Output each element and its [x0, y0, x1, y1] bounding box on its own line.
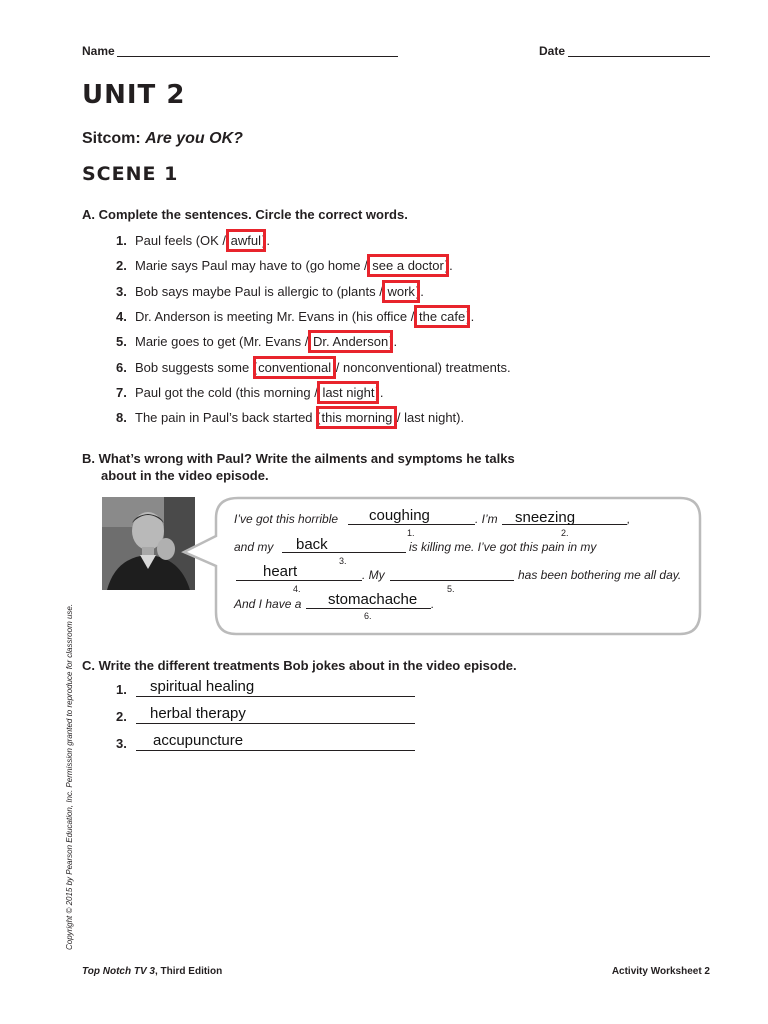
circled-answer[interactable]: last night — [322, 384, 375, 400]
sentence-item — [116, 257, 453, 275]
sentence-text-after: ). — [262, 233, 270, 248]
bubble-text-1: I’ve got this horrible — [234, 512, 339, 526]
blank-number-4: 4. — [293, 584, 301, 594]
treatment-line[interactable] — [136, 750, 415, 751]
sentence-text-after: ). — [444, 258, 453, 274]
footer-book-title: Top Notch TV 3 — [82, 966, 155, 977]
item-number: 5. — [116, 334, 127, 350]
sentence-text-after: ). — [466, 308, 475, 324]
circled-answer[interactable]: work — [387, 283, 415, 299]
sentence-text-before: Dr. Anderson is meeting Mr. Evans in (his office / — [135, 308, 418, 324]
sentence-text-before: The pain in Paul’s back started ( — [135, 410, 321, 426]
treatment-number: 1. — [116, 682, 127, 697]
bubble-text-4: and my — [234, 540, 274, 554]
bubble-text-5: is killing me. I’ve got this pain in my — [409, 540, 597, 554]
sentence-text-after: ). — [415, 283, 424, 299]
blank-6[interactable] — [306, 608, 431, 609]
circled-answer[interactable]: this morning — [321, 410, 393, 426]
sentence-item — [116, 359, 511, 377]
answer-3: back — [296, 536, 328, 553]
circled-answer[interactable]: see a doctor — [372, 258, 444, 274]
sentence-text-after: / nonconventional) treatments. — [332, 359, 511, 375]
item-number: 6. — [116, 359, 127, 375]
sentence-item — [116, 232, 270, 250]
sentence-item — [116, 409, 464, 427]
date-field[interactable] — [568, 56, 710, 57]
item-number: 3. — [116, 283, 127, 299]
treatment-number: 2. — [116, 709, 127, 724]
answer-1: coughing — [369, 507, 430, 524]
footer-left — [82, 966, 222, 977]
blank-number-5: 5. — [447, 584, 455, 594]
sentence-text-before: Bob says maybe Paul is allergic to (plants / — [135, 283, 387, 299]
item-number: 7. — [116, 384, 127, 400]
sentence-text-before: Paul got the cold (this morning / — [135, 384, 322, 400]
sentence-text-after: ). — [389, 334, 398, 350]
sentence-item — [116, 384, 383, 402]
blank-number-1: 1. — [407, 528, 415, 538]
answer-6: stomachache — [328, 591, 418, 608]
sitcom-heading — [82, 130, 243, 148]
sentence-item — [116, 308, 474, 326]
circled-answer[interactable]: awful — [230, 233, 262, 248]
treatment-number: 3. — [116, 736, 127, 751]
sentence-item — [116, 333, 397, 351]
item-number: 4. — [116, 308, 127, 324]
circled-answer[interactable]: Dr. Anderson — [313, 334, 389, 350]
treatment-answer: spiritual healing — [150, 678, 255, 695]
section-a-heading: A. Complete the sentences. Circle the correct words. — [82, 207, 408, 222]
treatment-line[interactable] — [136, 723, 415, 724]
treatment-answer: herbal therapy — [150, 705, 246, 722]
date-label: Date — [539, 44, 566, 58]
section-b-heading-line1: B. What’s wrong with Paul? Write the ailments and symptoms he talks — [82, 451, 515, 466]
unit-title: UNIT 2 — [82, 80, 186, 110]
blank-1[interactable] — [348, 524, 475, 525]
section-b-heading-line2: about in the video episode. — [101, 468, 269, 483]
copyright-notice: Copyright © 2015 by Pearson Education, Inc. Permission granted to reproduce for classroom use. — [65, 603, 74, 950]
sentence-text-after: ). — [375, 384, 384, 400]
treatment-answer: accupuncture — [153, 732, 244, 749]
blank-number-2: 2. — [561, 528, 569, 538]
name-field[interactable] — [117, 56, 398, 57]
bubble-text-8: And I have a — [234, 597, 302, 611]
bubble-text-3: , — [627, 512, 631, 526]
footer-right: Activity Worksheet 2 — [611, 966, 710, 977]
item-number: 2. — [116, 258, 127, 274]
treatment-line[interactable] — [136, 696, 415, 697]
sentence-text-before: Marie goes to get (Mr. Evans / — [135, 334, 313, 350]
name-label: Name — [82, 44, 115, 58]
sitcom-label: Sitcom: — [82, 130, 141, 147]
sentence-text-after: / last night). — [393, 410, 465, 426]
bubble-text-9: . — [431, 597, 435, 611]
sitcom-title: Are you OK? — [145, 130, 243, 147]
sentence-text-before: Bob suggests some ( — [135, 359, 258, 375]
section-c-heading: C. Write the different treatments Bob jokes about in the video episode. — [82, 658, 517, 673]
sentence-text-before: Paul feels (OK / — [135, 233, 230, 248]
bubble-text-2: . I’m — [475, 512, 498, 526]
answer-2: sneezing — [515, 509, 576, 526]
circled-answer[interactable]: the cafe — [419, 308, 466, 324]
answer-4: heart — [263, 563, 298, 580]
blank-4[interactable] — [236, 580, 362, 581]
scene-title: SCENE 1 — [82, 163, 179, 185]
blank-number-6: 6. — [364, 611, 372, 621]
footer-edition: , Third Edition — [154, 966, 223, 977]
blank-number-3: 3. — [339, 556, 347, 566]
sentence-text-before: Marie says Paul may have to (go home / — [135, 258, 372, 274]
bubble-text-6: . My — [362, 568, 385, 582]
item-number: 8. — [116, 410, 127, 426]
blank-5[interactable] — [390, 580, 514, 581]
circled-answer[interactable]: conventional — [258, 359, 332, 375]
item-number: 1. — [116, 233, 127, 248]
sentence-item — [116, 283, 424, 301]
bubble-text-7: has been bothering me all day. — [518, 568, 682, 582]
